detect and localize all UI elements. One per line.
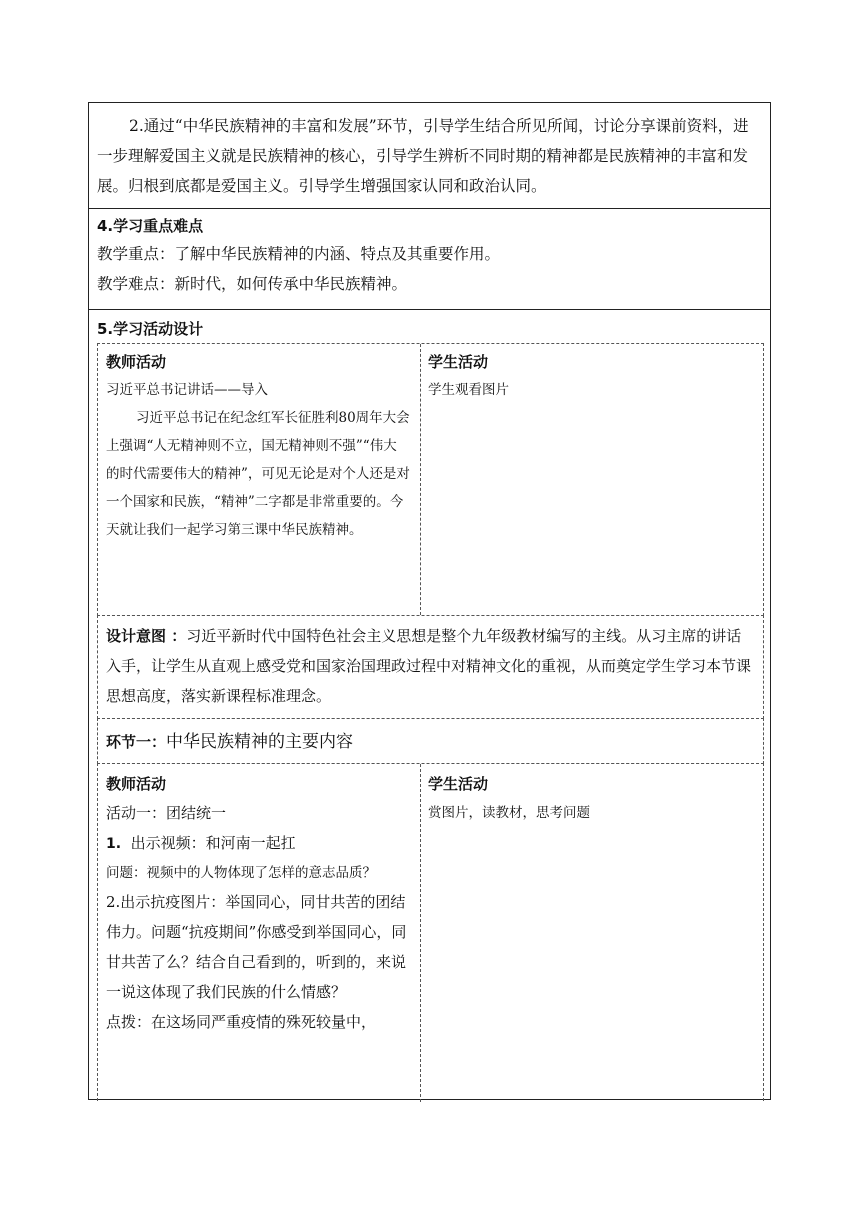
teacher-intro-text: 习近平总书记在纪念红军长征胜利80周年大会上强调“人无精神则不立，国无精神则不强”“伟大的时代需要伟大的精神”，可见无论是对个人还是对一个国家和民族，“精神”二字都是非常重要的。今天就让我们一起学习第三课中华民族精神。: [106, 410, 410, 538]
activity-design-title: 5.学习活动设计: [97, 320, 204, 338]
item-two-text: 2.出示抗疫图片：举国同心，同甘共苦的团结伟力。问题“抗疫期间”你感受到举国同心，同甘共苦了么？结合自己看到的，听到的，来说一说这体现了我们民族的什么情感？: [106, 893, 407, 1001]
student-activity-header-2: 学生活动: [428, 775, 489, 793]
pointer-text: 点拨：在这场同严重疫情的殊死较量中，: [106, 1013, 377, 1031]
intro-activity-table: [97, 343, 764, 616]
intro-paragraph: 2.通过“中华民族精神的丰富和发展”环节，引导学生结合所见所闻，讨论分享课前资料，进一步理解爱国主义就是民族精神的核心，引导学生辨析不同时期的精神都是民族精神的丰富和发展。归根到底都是爱国主义。引导学生增强国家认同和政治认同。: [97, 117, 749, 195]
key-points-title: 4.学习重点难点: [97, 217, 204, 235]
teaching-difficulty: 教学难点：新时代，如何传承中华民族精神。: [97, 275, 408, 293]
student-section-one-text: 赏图片，读教材，思考问题: [428, 805, 590, 821]
activity-one-title: 活动一：团结统一: [106, 804, 227, 822]
design-intent-label: 设计意图 ：: [106, 627, 187, 645]
teacher-activity-header: 教师活动: [106, 353, 167, 371]
intro-section: [89, 103, 770, 209]
column-divider: [420, 344, 421, 615]
lesson-plan-table: [88, 102, 771, 1100]
design-intent-box: [97, 615, 764, 719]
teacher-subtitle: 习近平总书记讲话——导入: [106, 382, 268, 398]
student-activity-header: 学生活动: [428, 353, 489, 371]
teacher-activity-header-2: 教师活动: [106, 775, 167, 793]
student-column: [428, 348, 758, 404]
key-points-section: [89, 209, 770, 310]
column-divider-2: [420, 764, 421, 1102]
section-one-title: 中华民族精神的主要内容: [166, 732, 354, 752]
section-one-heading-box: [97, 718, 764, 764]
student-column-2: [428, 770, 758, 828]
question-one: 问题：视频中的人物体现了怎样的意志品质？: [106, 865, 376, 881]
section-one-activity-table: [97, 763, 764, 1101]
student-intro-text: 学生观看图片: [428, 382, 509, 398]
design-intent-text: 习近平新时代中国特色社会主义思想是整个九年级教材编写的主线。从习主席的讲话入手，让学生从直观上感受党和国家治国理政过程中对精神文化的重视，从而奠定学生学习本节课思想高度，落实新课程标准理念。: [106, 627, 752, 705]
item-one-text: 出示视频：和河南一起扛: [130, 834, 296, 852]
activity-design-section: [89, 310, 770, 1099]
teacher-column-2: [106, 770, 410, 1037]
item-one-number: 1.: [106, 836, 122, 852]
teaching-focus: 教学重点：了解中华民族精神的内涵、特点及其重要作用。: [97, 245, 501, 263]
teacher-column: [106, 348, 410, 544]
section-one-label: 环节一：: [106, 733, 167, 751]
